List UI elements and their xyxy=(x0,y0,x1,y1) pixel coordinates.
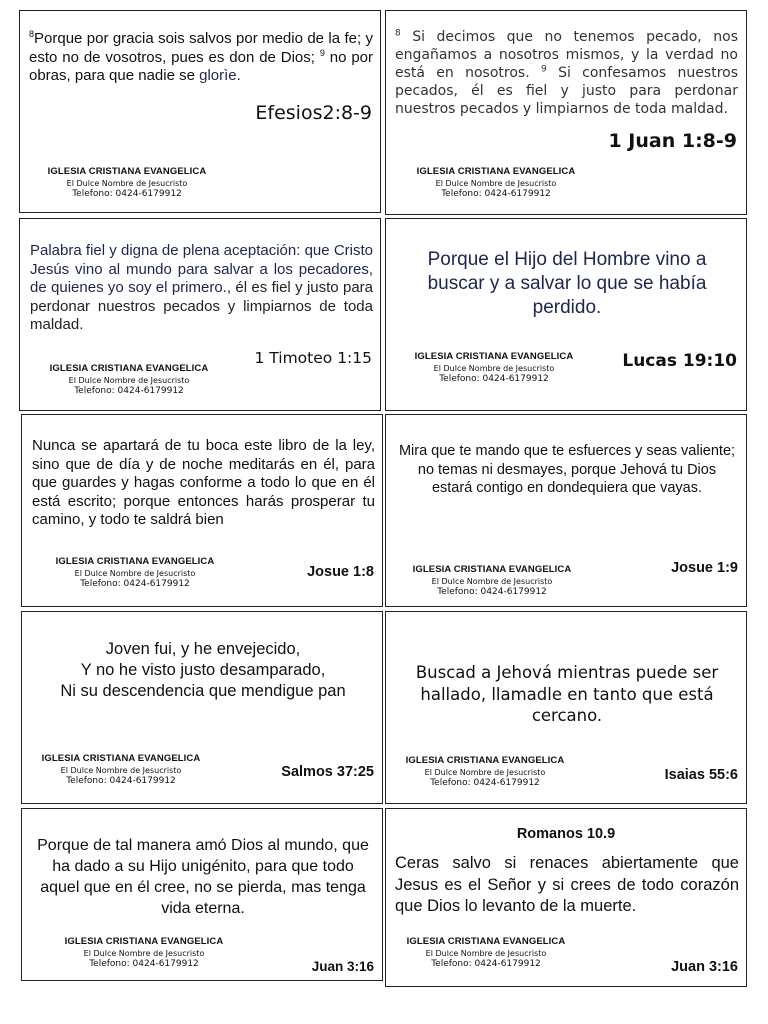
church-name: IGLESIA CRISTIANA EVANGELICA xyxy=(405,755,565,766)
verse-line: Y no he visto justo desamparado, xyxy=(80,661,326,679)
verse-card xyxy=(21,808,383,981)
church-info xyxy=(405,564,579,597)
verse-heading: Romanos 10.9 xyxy=(516,826,616,842)
verse-text: Mira que te mando que te esfuerces y seas valiente; no temas ni desmayes, porque Jehová tu Dios estará contigo en dondequiera que vayas. xyxy=(398,443,736,496)
church-phone: Telefono: 0424-6179912 xyxy=(430,778,540,788)
church-info xyxy=(407,351,581,384)
church-subtitle: El Dulce Nombre de Jesucristo xyxy=(431,577,553,586)
verse-card xyxy=(19,10,381,213)
church-info xyxy=(42,363,216,396)
verse-text: Buscad a Jehová mientras puede ser hallado, llamadle en tanto que está cercano. xyxy=(415,663,719,725)
verse-card xyxy=(385,218,747,411)
verse-text xyxy=(32,639,374,702)
church-name: IGLESIA CRISTIANA EVANGELICA xyxy=(47,166,207,177)
verse-number: 8 xyxy=(29,29,35,39)
verse-fragment: Si decimos que no tenemos pecado, nos engañamos a nosotros mismos, y la verdad no está en nosotros. xyxy=(395,29,738,81)
verse-reference: Juan 3:16 xyxy=(671,959,738,975)
church-subtitle: El Dulce Nombre de Jesucristo xyxy=(433,364,555,373)
church-name: IGLESIA CRISTIANA EVANGELICA xyxy=(49,363,209,374)
church-subtitle: El Dulce Nombre de Jesucristo xyxy=(68,376,190,385)
church-info xyxy=(34,753,208,786)
verse-text xyxy=(29,30,373,86)
verse-reference: Salmos 37:25 xyxy=(281,764,374,780)
verse-card xyxy=(385,414,747,607)
verse-fragment: Palabra fiel y digna de plena aceptación: que Cristo Jesús vino al mundo para salvar a los pecadores, de quienes yo soy el primero. xyxy=(30,242,373,296)
verse-fragment: Si confesamos nuestros pecados, él es fiel y justo para perdonar nuestros pecados y limpiarnos de toda maldad. xyxy=(395,65,739,117)
church-info xyxy=(48,556,222,589)
verse-line: Ni su descendencia que mendigue pan xyxy=(60,682,346,700)
verse-reference: 1 Juan 1:8-9 xyxy=(608,130,737,152)
church-subtitle: El Dulce Nombre de Jesucristo xyxy=(74,569,196,578)
verse-fragment: Porque por gracia sois salvos por medio de la fe; y esto no de vosotros, pues es don de Dios; xyxy=(29,30,373,66)
church-phone: Telefono: 0424-6179912 xyxy=(431,959,541,969)
verse-number: 9 xyxy=(319,47,325,58)
verse-line: Joven fui, y he envejecido, xyxy=(105,640,301,658)
church-subtitle: El Dulce Nombre de Jesucristo xyxy=(66,179,188,188)
verse-reference: Efesios2:8-9 xyxy=(255,102,372,124)
church-subtitle: El Dulce Nombre de Jesucristo xyxy=(425,949,547,958)
verse-text: Nunca se apartará de tu boca este libro de la ley, sino que de día y de noche meditarás en él, para que guardes y hagas conforme a todo lo que en él está escrito; porque entonces harás prosperar tu camino, y todo te saldrá bien xyxy=(32,437,375,528)
church-subtitle: El Dulce Nombre de Jesucristo xyxy=(60,766,182,775)
verse-number: 8 xyxy=(395,28,401,39)
verse-reference: Josue 1:9 xyxy=(671,560,738,576)
verse-reference: Isaias 55:6 xyxy=(664,767,738,783)
church-info xyxy=(40,166,214,199)
verse-card xyxy=(21,611,383,804)
church-phone: Telefono: 0424-6179912 xyxy=(66,776,176,786)
verse-text xyxy=(395,28,738,118)
verse-reference: Lucas 19:10 xyxy=(622,351,737,371)
church-info xyxy=(399,936,573,969)
church-subtitle: El Dulce Nombre de Jesucristo xyxy=(435,179,557,188)
church-name: IGLESIA CRISTIANA EVANGELICA xyxy=(412,564,572,575)
verse-reference: Josue 1:8 xyxy=(307,564,374,580)
church-info xyxy=(398,755,572,788)
verse-text xyxy=(30,242,373,335)
church-name: IGLESIA CRISTIANA EVANGELICA xyxy=(416,166,576,177)
church-name: IGLESIA CRISTIANA EVANGELICA xyxy=(41,753,201,764)
church-phone: Telefono: 0424-6179912 xyxy=(80,579,190,589)
church-phone: Telefono: 0424-6179912 xyxy=(437,587,547,597)
verse-reference: Juan 3:16 xyxy=(311,959,374,974)
verse-fragment: . xyxy=(236,67,241,84)
verse-fragment: no por obras, para que nadie se xyxy=(29,48,374,84)
church-phone: Telefono: 0424-6179912 xyxy=(89,959,199,969)
verse-number: 9 xyxy=(541,64,547,75)
verse-card xyxy=(385,10,747,215)
verse-text: Ceras salvo si renaces abiertamente que Jesus es el Señor y si crees de todo corazón que Dios lo levanto de la muerte. xyxy=(395,854,739,915)
church-name: IGLESIA CRISTIANA EVANGELICA xyxy=(414,351,574,362)
verse-card xyxy=(385,611,747,804)
church-phone: Telefono: 0424-6179912 xyxy=(72,189,182,199)
verse-fragment: glorìe xyxy=(199,67,237,84)
verse-fragment: , él es fiel y justo para perdonar nuestros pecados y limpiarnos de toda maldad. xyxy=(30,279,373,333)
verse-card xyxy=(385,808,747,987)
church-info xyxy=(409,166,583,199)
church-subtitle: El Dulce Nombre de Jesucristo xyxy=(424,768,546,777)
verse-card xyxy=(21,414,383,607)
church-name: IGLESIA CRISTIANA EVANGELICA xyxy=(55,556,215,567)
church-phone: Telefono: 0424-6179912 xyxy=(74,386,184,396)
church-name: IGLESIA CRISTIANA EVANGELICA xyxy=(406,936,566,947)
church-phone: Telefono: 0424-6179912 xyxy=(439,374,549,384)
verse-reference: 1 Timoteo 1:15 xyxy=(254,349,372,367)
church-subtitle: El Dulce Nombre de Jesucristo xyxy=(83,949,205,958)
church-name: IGLESIA CRISTIANA EVANGELICA xyxy=(64,936,224,947)
church-info xyxy=(57,936,231,969)
verse-text: Porque el Hijo del Hombre vino a buscar y a salvar lo que se había perdido. xyxy=(427,249,707,318)
verse-text: Porque de tal manera amó Dios al mundo, que ha dado a su Hijo unigénito, para que todo aquel que en él cree, no se pierda, mas tenga vida eterna. xyxy=(37,837,369,917)
church-phone: Telefono: 0424-6179912 xyxy=(441,189,551,199)
verse-card xyxy=(19,218,381,411)
